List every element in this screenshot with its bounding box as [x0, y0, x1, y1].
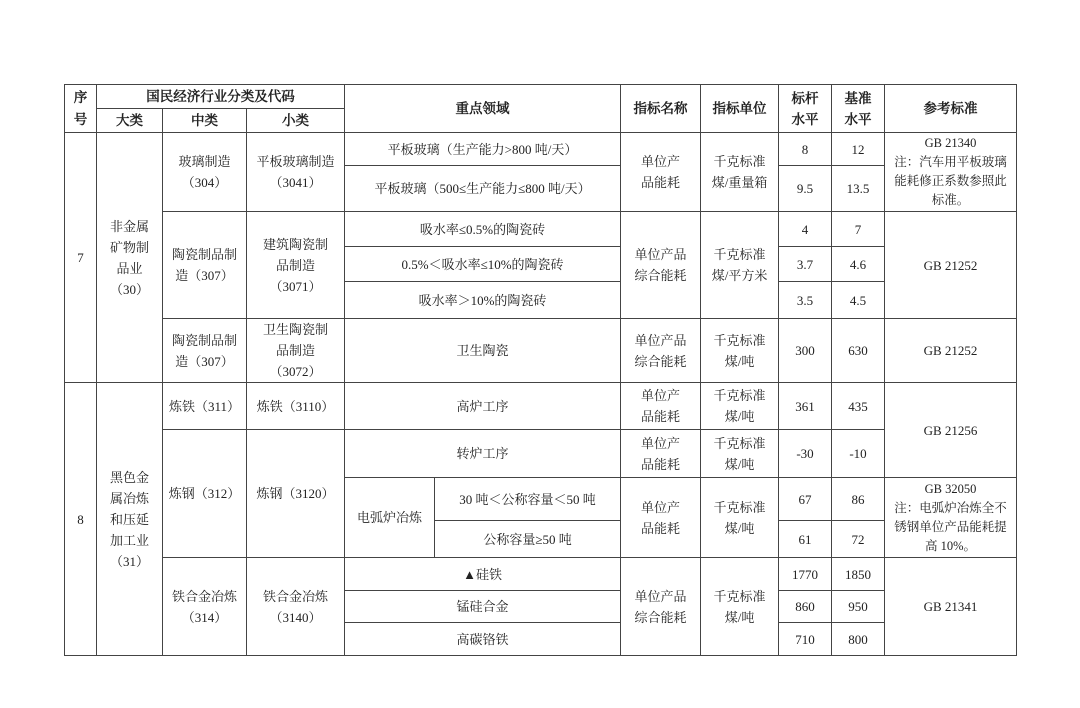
header-middle: 中类 — [163, 109, 247, 133]
header-reference: 参考标准 — [885, 85, 1017, 133]
header-seq: 序号 — [65, 85, 97, 133]
indicator-unit-cell: 千克标准煤/重量箱 — [701, 133, 779, 212]
indicator-name-cell: 单位产品综合能耗 — [621, 212, 701, 319]
focus-cell: 高炉工序 — [345, 383, 621, 430]
minor-cell: 卫生陶瓷制品制造（3072） — [247, 319, 345, 383]
header-major: 大类 — [97, 109, 163, 133]
reference-code: GB 21340 — [924, 136, 977, 150]
middle-cell: 铁合金冶炼（314） — [163, 558, 247, 656]
indicator-unit-cell: 千克标准煤/平方米 — [701, 212, 779, 319]
reference-cell: GB 21252 — [885, 319, 1017, 383]
benchmark-cell: 9.5 — [779, 166, 832, 212]
middle-cell: 炼钢（312） — [163, 430, 247, 558]
major-cell: 非金属矿物制品业（30） — [97, 133, 163, 383]
indicator-name-cell: 单位产品能耗 — [621, 478, 701, 558]
indicator-unit-cell: 千克标准煤/吨 — [701, 430, 779, 478]
eaf-cell: 电弧炉冶炼 — [345, 478, 435, 558]
header-industry-group: 国民经济行业分类及代码 — [97, 85, 345, 109]
baseline-cell: 435 — [832, 383, 885, 430]
indicator-name-cell: 单位产品综合能耗 — [621, 558, 701, 656]
reference-note: 注：电弧炉冶炼全不锈钢单位产品能耗提高 10%。 — [894, 500, 1007, 553]
indicator-name-cell: 单位产品综合能耗 — [621, 319, 701, 383]
focus-cell: 吸水率＞10%的陶瓷砖 — [345, 282, 621, 319]
baseline-cell: 13.5 — [832, 166, 885, 212]
focus-cell: 平板玻璃（500≤生产能力≤800 吨/天） — [345, 166, 621, 212]
minor-cell: 建筑陶瓷制品制造（3071） — [247, 212, 345, 319]
focus-cell: 公称容量≥50 吨 — [435, 521, 621, 558]
indicator-unit-cell: 千克标准煤/吨 — [701, 558, 779, 656]
focus-cell: 平板玻璃（生产能力>800 吨/天） — [345, 133, 621, 166]
header-focus: 重点领域 — [345, 85, 621, 133]
table-row — [65, 319, 1017, 383]
baseline-cell: 800 — [832, 623, 885, 656]
indicator-name-cell: 单位产品能耗 — [621, 383, 701, 430]
reference-code: GB 32050 — [924, 481, 977, 496]
major-cell: 黑色金属冶炼和压延加工业（31） — [97, 383, 163, 656]
benchmark-cell: 860 — [779, 591, 832, 623]
benchmark-cell: 1770 — [779, 558, 832, 591]
benchmark-cell: 67 — [779, 478, 832, 521]
reference-note: 注：汽车用平板玻璃能耗修正系数参照此标准。 — [894, 155, 1007, 207]
reference-cell: GB 21341 — [885, 558, 1017, 656]
header-baseline: 基准水平 — [832, 85, 885, 133]
indicator-name-cell: 单位产品能耗 — [621, 133, 701, 212]
baseline-cell: 4.5 — [832, 282, 885, 319]
middle-cell: 陶瓷制品制造（307） — [163, 212, 247, 319]
middle-cell: 玻璃制造（304） — [163, 133, 247, 212]
baseline-cell: -10 — [832, 430, 885, 478]
baseline-cell: 12 — [832, 133, 885, 166]
benchmark-cell: -30 — [779, 430, 832, 478]
energy-benchmark-table — [64, 84, 1017, 656]
focus-cell: 锰硅合金 — [345, 591, 621, 623]
baseline-cell: 7 — [832, 212, 885, 247]
indicator-unit-cell: 千克标准煤/吨 — [701, 319, 779, 383]
minor-cell: 炼铁（3110） — [247, 383, 345, 430]
focus-cell: 高碳铬铁 — [345, 623, 621, 656]
header-minor: 小类 — [247, 109, 345, 133]
reference-cell: GB 21252 — [885, 212, 1017, 319]
header-row — [65, 85, 1017, 109]
benchmark-cell: 8 — [779, 133, 832, 166]
baseline-cell: 72 — [832, 521, 885, 558]
indicator-unit-cell: 千克标准煤/吨 — [701, 383, 779, 430]
benchmark-cell: 4 — [779, 212, 832, 247]
focus-cell: 吸水率≤0.5%的陶瓷砖 — [345, 212, 621, 247]
minor-cell: 铁合金冶炼（3140） — [247, 558, 345, 656]
benchmark-cell: 61 — [779, 521, 832, 558]
indicator-unit-cell: 千克标准煤/吨 — [701, 478, 779, 558]
focus-cell: 卫生陶瓷 — [345, 319, 621, 383]
focus-cell: ▲硅铁 — [345, 558, 621, 591]
header-indicator-unit: 指标单位 — [701, 85, 779, 133]
table-row — [65, 383, 1017, 430]
reference-cell: GB 21256 — [885, 383, 1017, 478]
header-indicator-name: 指标名称 — [621, 85, 701, 133]
seq-cell: 8 — [65, 383, 97, 656]
benchmark-cell: 361 — [779, 383, 832, 430]
benchmark-cell: 710 — [779, 623, 832, 656]
focus-cell: 30 吨＜公称容量＜50 吨 — [435, 478, 621, 521]
minor-cell: 平板玻璃制造（3041） — [247, 133, 345, 212]
baseline-cell: 950 — [832, 591, 885, 623]
table-row — [65, 212, 1017, 247]
indicator-name-cell: 单位产品能耗 — [621, 430, 701, 478]
middle-cell: 炼铁（311） — [163, 383, 247, 430]
baseline-cell: 4.6 — [832, 247, 885, 282]
reference-cell — [885, 478, 1017, 558]
focus-cell: 0.5%＜吸水率≤10%的陶瓷砖 — [345, 247, 621, 282]
baseline-cell: 86 — [832, 478, 885, 521]
header-benchmark: 标杆水平 — [779, 85, 832, 133]
table-row — [65, 430, 1017, 478]
focus-cell: 转炉工序 — [345, 430, 621, 478]
baseline-cell: 630 — [832, 319, 885, 383]
middle-cell: 陶瓷制品制造（307） — [163, 319, 247, 383]
benchmark-cell: 3.5 — [779, 282, 832, 319]
benchmark-cell: 300 — [779, 319, 832, 383]
table-row — [65, 133, 1017, 166]
table-row — [65, 558, 1017, 591]
reference-cell — [885, 133, 1017, 212]
minor-cell: 炼钢（3120） — [247, 430, 345, 558]
seq-cell: 7 — [65, 133, 97, 383]
benchmark-cell: 3.7 — [779, 247, 832, 282]
baseline-cell: 1850 — [832, 558, 885, 591]
